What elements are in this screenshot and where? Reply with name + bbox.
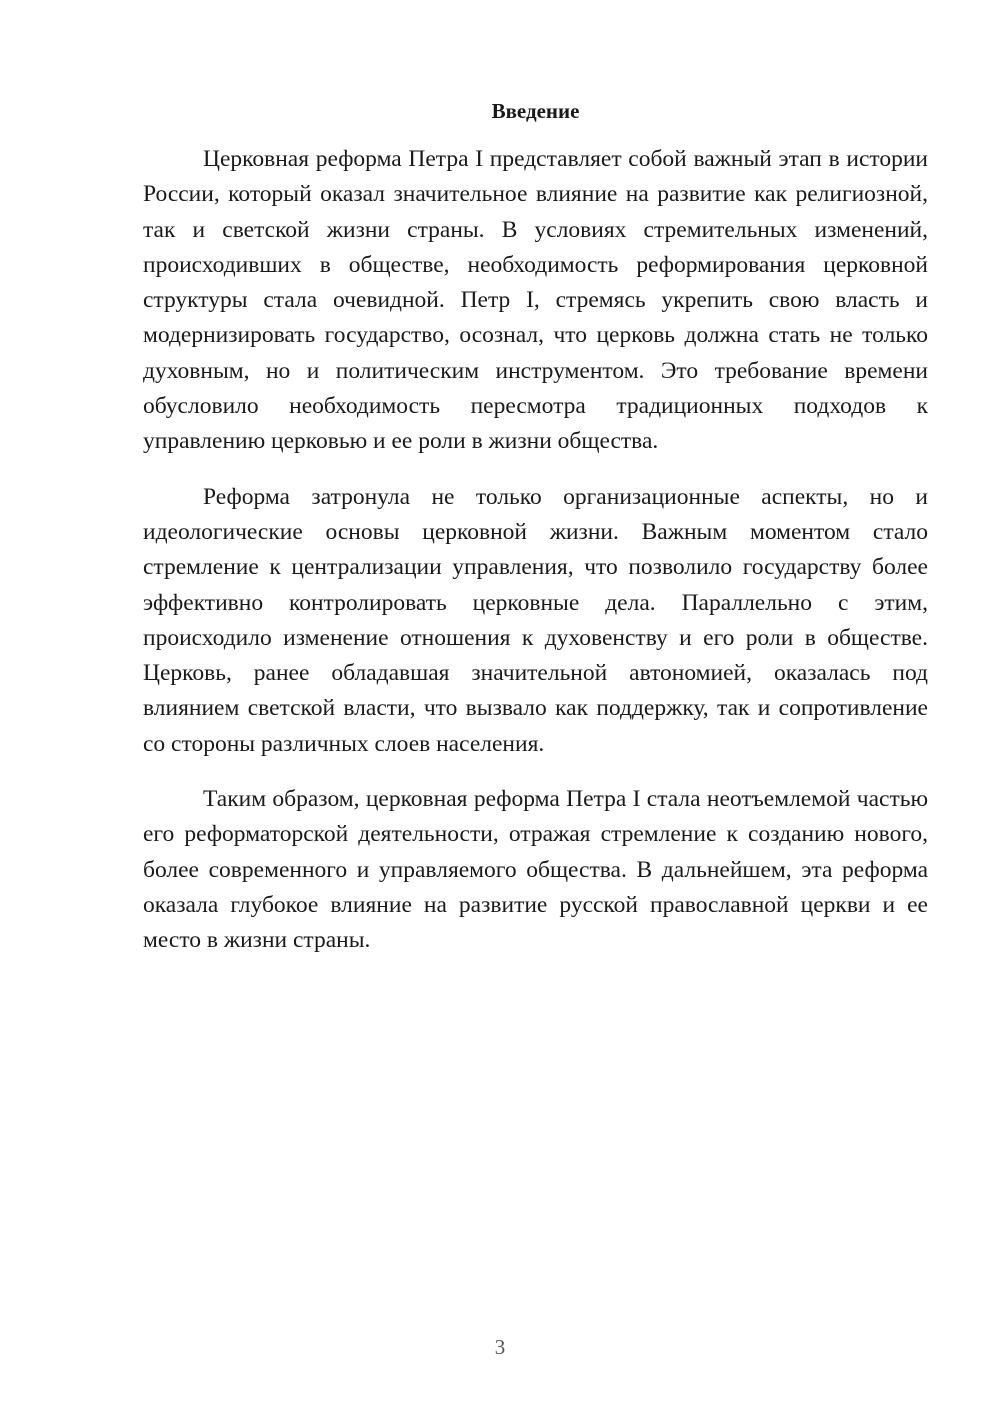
body-text (143, 142, 928, 959)
paragraph-1: Церковная реформа Петра I представляет собой важный этап в истории России, который оказал значительное влияние на развитие как религиозной, так и светской жизни страны. В условиях стремительных изменений, происходивших в обществе, необходимость реформирования церковной структуры стала очевидной. Петр I, стремясь укрепить свою власть и модернизировать государство, осознал, что церковь должна стать не только духовным, но и политическим инструментом. Это требование времени обусловило необходимость пересмотра традиционных подходов к управлению церковью и ее роли в жизни общества. (143, 146, 928, 455)
paragraph-2: Реформа затронула не только организационные аспекты, но и идеологические основы церковной жизни. Важным моментом стало стремление к централизации управления, что позволило государству более эффективно контролировать церковные дела. Параллельно с этим, происходило изменение отношения к духовенству и его роли в обществе. Церковь, ранее обладавшая значительной автономией, оказалась под влиянием светской власти, что вызвало как поддержку, так и сопротивление со стороны различных слоев населения. (143, 483, 928, 757)
section-title: Введение (491, 99, 580, 123)
paragraph-3: Таким образом, церковная реформа Петра I стала неотъемлемой частью его реформаторской деятельности, отражая стремление к созданию нового, более современного и управляемого общества. В дальнейшем, эта реформа оказала глубокое влияние на развитие русской православной церкви и ее место в жизни страны. (143, 786, 928, 954)
page-number: 3 (494, 1335, 506, 1359)
